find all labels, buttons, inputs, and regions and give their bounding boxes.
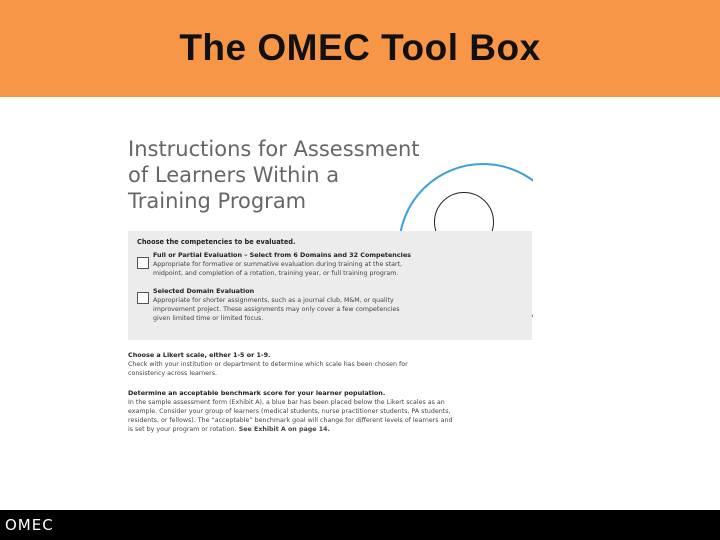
competency-selection-box: [128, 231, 532, 340]
description-line: consistency across learners.: [128, 370, 218, 377]
footer-label: OMEC: [5, 516, 54, 534]
description-line: Check with your institution or department to determine which scale has been chosen for: [128, 361, 408, 368]
slide-header: [0, 0, 720, 97]
benchmark-heading: Determine an acceptable benchmark score for your learner population.: [128, 389, 386, 397]
document-title-line: Training Program: [128, 189, 307, 213]
description-line: residents, or fellows). The “acceptable” benchmark goal will change for different levels of learners and: [128, 417, 453, 424]
full-evaluation-title: Full or Partial Evaluation – Select from 6 Domains and 32 Competencies: [153, 251, 411, 259]
full-evaluation-description: [153, 260, 402, 278]
description-line: [128, 425, 452, 434]
description-line: given limited time or limited focus.: [153, 315, 264, 322]
description-line: example. Consider your group of learners (medical students, nurse practitioner students, PA students,: [128, 408, 451, 415]
slide-title: The OMEC Tool Box: [179, 27, 541, 68]
description-line: Appropriate for shorter assignments, such as a journal club, M&M, or quality: [153, 297, 394, 304]
selected-domain-checkbox[interactable]: [137, 292, 149, 304]
box-heading: Choose the competencies to be evaluated.: [137, 238, 296, 246]
document-title-line: of Learners Within a: [128, 163, 340, 187]
instructions-document: [128, 136, 533, 456]
likert-scale-description: [128, 360, 408, 378]
description-line: Appropriate for formative or summative evaluation during training at the start,: [153, 261, 402, 268]
likert-scale-heading: Choose a Likert scale, either 1-5 or 1-9.: [128, 351, 271, 359]
exhibit-reference: See Exhibit A on page 14.: [236, 426, 330, 433]
description-text: is set by your program or rotation.: [128, 426, 237, 433]
selected-domain-description: [153, 296, 400, 323]
description-line: midpoint, and completion of a rotation, training year, or full training program.: [153, 270, 399, 277]
selected-domain-title: Selected Domain Evaluation: [153, 287, 255, 295]
description-line: In the sample assessment form (Exhibit A), a blue bar has been placed below the Likert scales as an: [128, 399, 445, 406]
description-line: improvement project. These assignments may only cover a few competencies: [153, 306, 400, 313]
document-title: [128, 136, 488, 214]
slide-footer: [0, 510, 720, 540]
document-title-line: Instructions for Assessment: [128, 137, 420, 161]
benchmark-description: [128, 398, 452, 434]
full-evaluation-checkbox[interactable]: [137, 257, 149, 269]
